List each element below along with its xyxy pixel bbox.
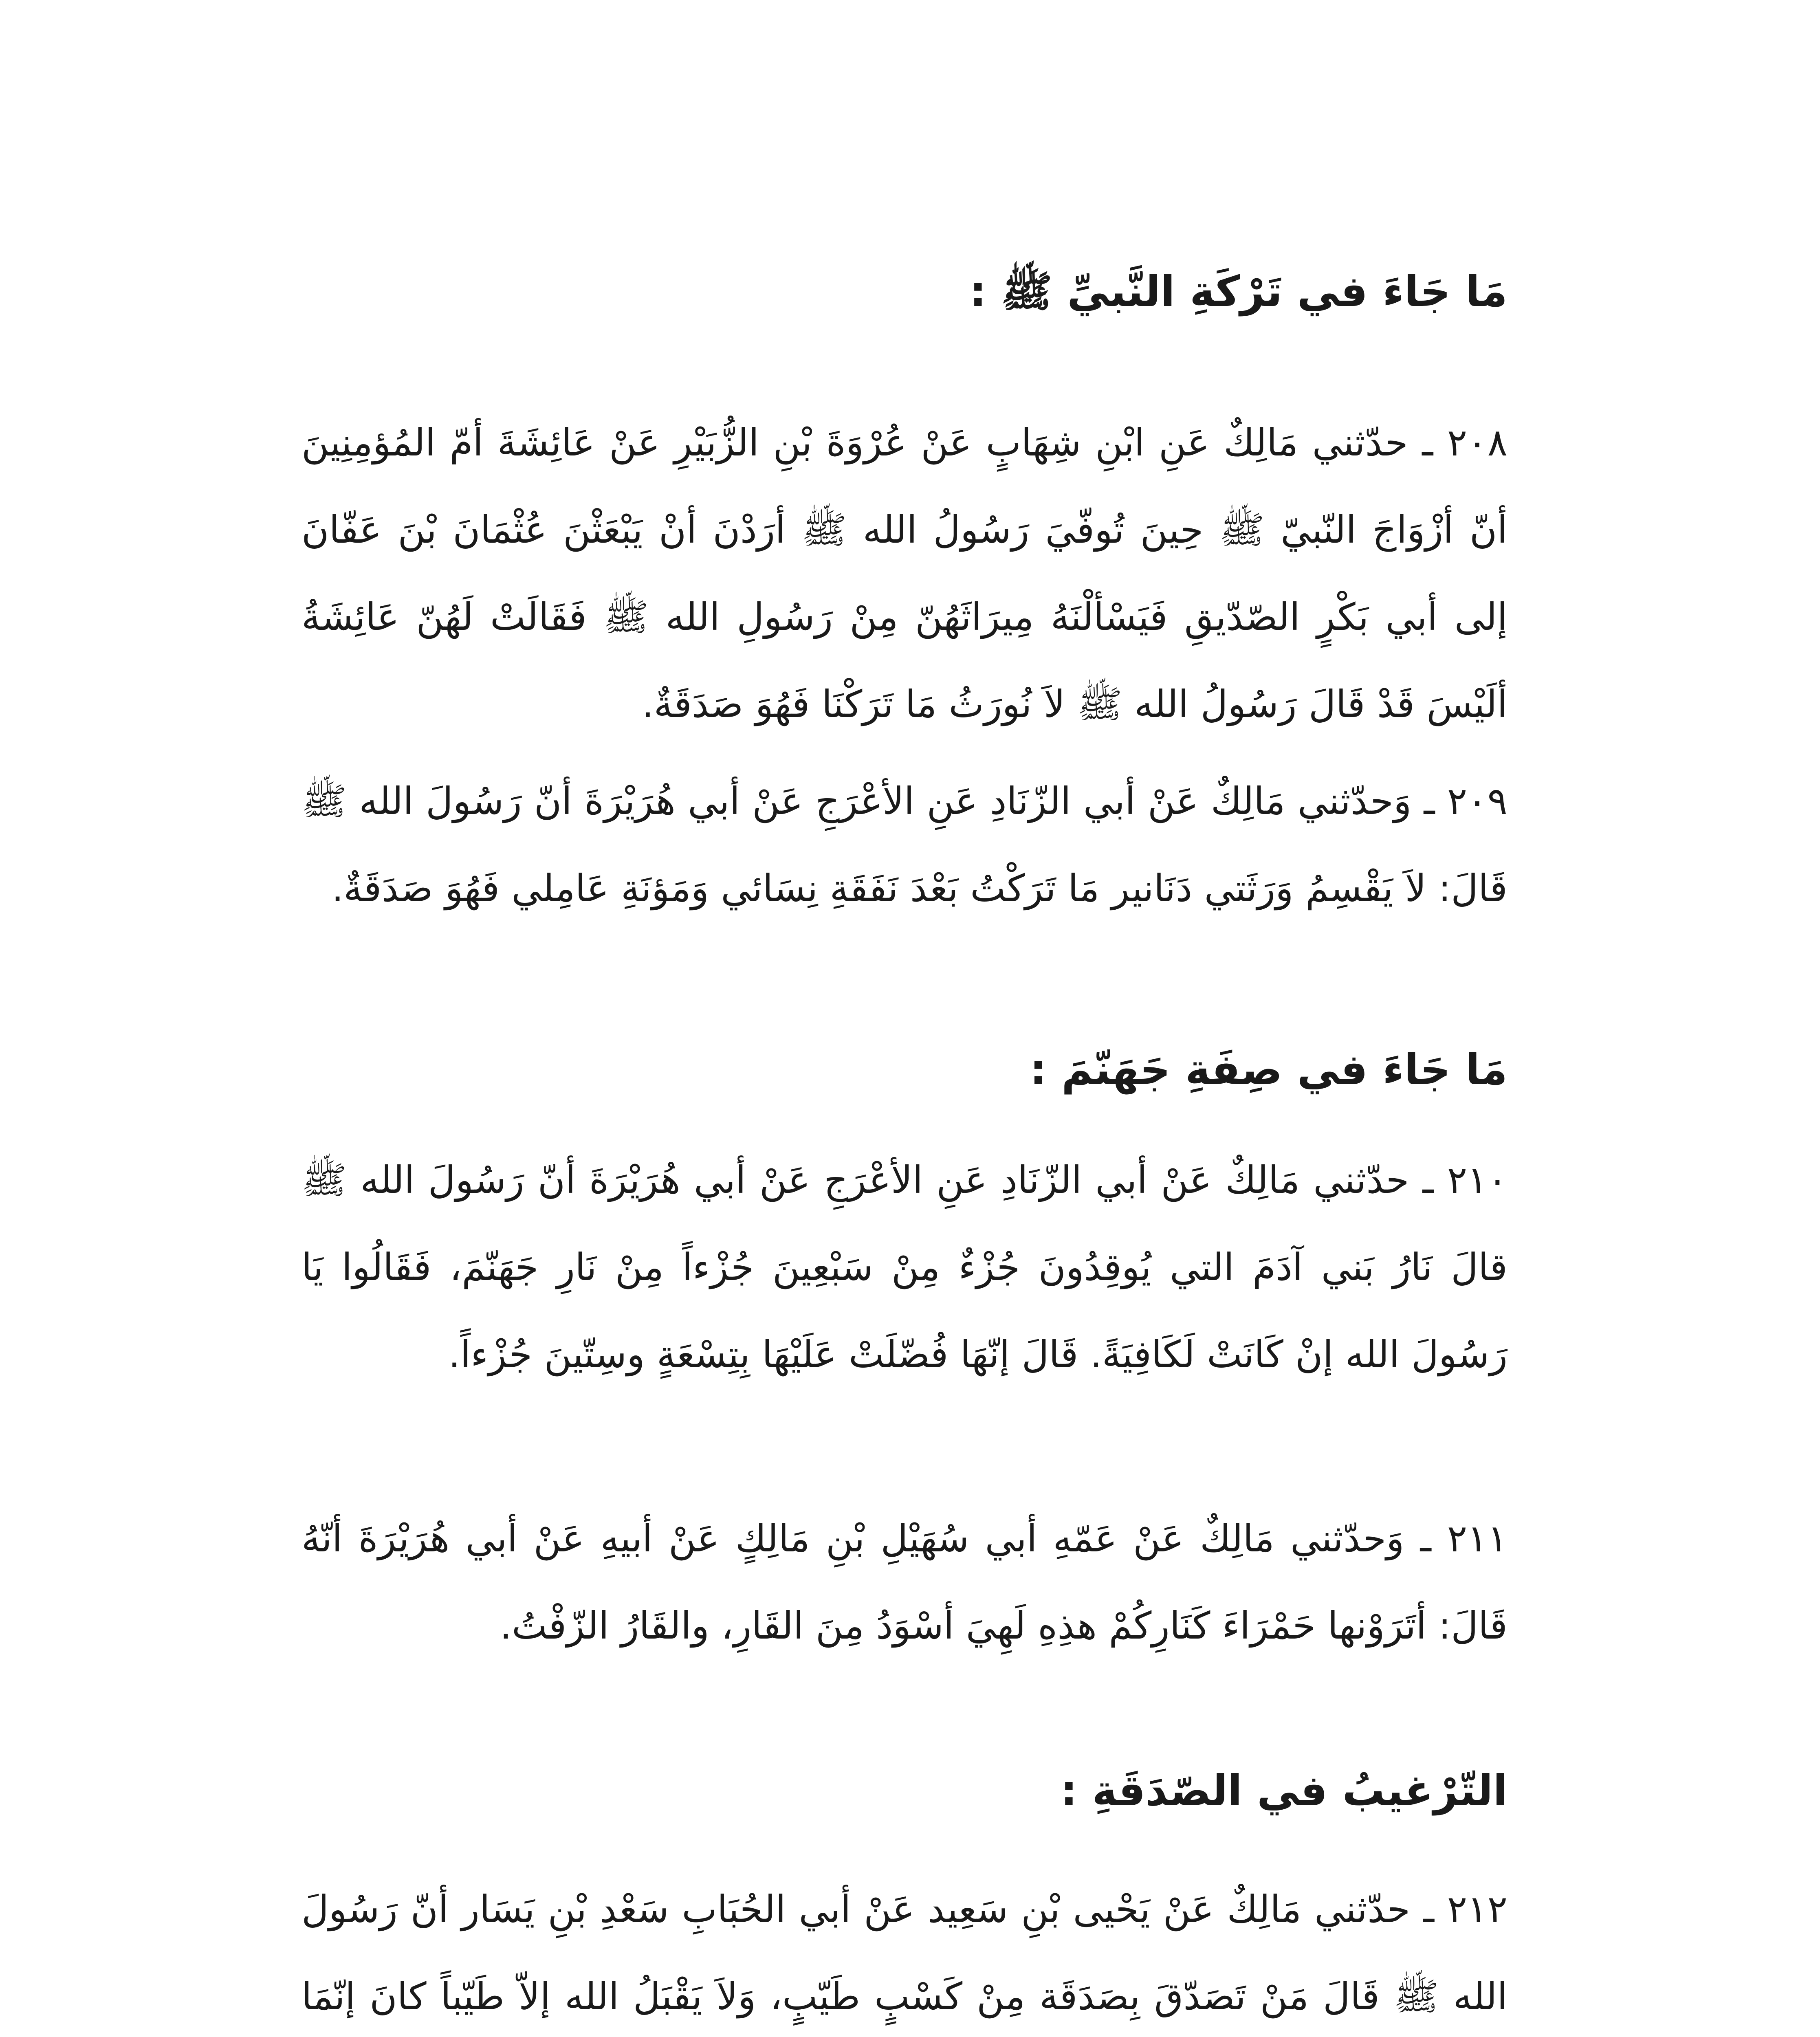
section-heading: التّرْغيبُ في الصّدَقَةِ : xyxy=(1060,1766,1507,1815)
hadith-208 xyxy=(301,399,1507,748)
hadith-paragraph: ٢٠٩ ـ وَحدّثني مَالِكٌ عَنْ أبي الزّنَادِ عَنِ الأعْرَجِ عَنْ أبي هُرَيْرَةَ أنّ رَسُولَ الله ﷺ قَالَ: لاَ يَقْسِمُ وَرَثَتي دَنَانير مَا تَرَكْتُ بَعْدَ نَفَقَةِ نِسَائي وَمَؤنَةِ عَامِلي فَهُوَ صَدَقَةٌ. xyxy=(301,779,1507,910)
hadith-paragraph: ٢١١ ـ وَحدّثني مَالِكٌ عَنْ عَمّهِ أبي سُهَيْلِ بْنِ مَالِكٍ عَنْ أبيهِ عَنْ أبي هُرَيْرَةَ أنّهُ قَالَ: أتَرَوْنها حَمْرَاءَ كَنَارِكُمْ هذِهِ لَهِيَ أسْوَدُ مِنَ القَارِ، والقَارُ الزّفْتُ. xyxy=(301,1517,1507,1648)
hadith-211 xyxy=(301,1495,1507,1670)
section-targhib-fi-sadaqa xyxy=(301,1760,1507,1821)
hadith-paragraph: ٢١٠ ـ حدّثني مَالِكٌ عَنْ أبي الزّنَادِ عَنِ الأعْرَجِ عَنْ أبي هُرَيْرَةَ أنّ رَسُولَ الله ﷺ قالَ نَارُ بَني آدَمَ التي يُوقِدُونَ جُزْءٌ مِنْ سَبْعِينَ جُزْءاً مِنْ نَارِ جَهَنّمَ، فَقَالُوا يَا رَسُولَ الله إنْ كَانَتْ لَكَافِيَةً. قَالَ إنّهَا فُضّلَتْ عَلَيْهَا بِتِسْعَةٍ وسِتّينَ جُزْءاً. xyxy=(301,1158,1507,1376)
section-heading: مَا جَاءَ في تَرْكَةِ النَّبيِّ ﷺ : xyxy=(969,266,1507,316)
section-heading: مَا جَاءَ في صِفَةِ جَهَنّمَ : xyxy=(1030,1045,1507,1094)
hadith-212 xyxy=(301,1866,1507,2037)
hadith-paragraph: ٢٠٨ ـ حدّثني مَالِكٌ عَنِ ابْنِ شِهَابٍ عَنْ عُرْوَةَ بْنِ الزُّبَيْرِ عَنْ عَائِشَةَ أمّ المُؤمِنِينَ أنّ أزْوَاجَ النّبيّ ﷺ حِينَ تُوفّيَ رَسُولُ الله ﷺ أرَدْنَ أنْ يَبْعَثْنَ عُثْمَانَ بْنَ عَفّانَ إلى أبي بَكْرٍ الصّدّيقِ فَيَسْألْنَهُ مِيرَاثَهُنّ مِنْ رَسُولِ الله ﷺ فَقَالَتْ لَهُنّ عَائِشَةُ ألَيْسَ قَدْ قَالَ رَسُولُ الله ﷺ لاَ نُورَثُ مَا تَرَكْنَا فَهُوَ صَدَقَةٌ. xyxy=(301,421,1507,726)
section-sifat-jahannam xyxy=(301,1039,1507,1100)
hadith-209 xyxy=(301,758,1507,932)
hadith-210 xyxy=(301,1137,1507,1398)
section-tarkat-al-nabi xyxy=(301,261,1507,322)
hadith-paragraph: ٢١٢ ـ حدّثني مَالِكٌ عَنْ يَحْيى بْنِ سَعِيد عَنْ أبي الحُبَابِ سَعْدِ بْنِ يَسَار أنّ رَسُولَ الله ﷺ قَالَ مَنْ تَصَدّقَ بِصَدَقَة مِنْ كَسْبٍ طَيّبٍ، وَلاَ يَقْبَلُ الله إلاّ طَيّباً كانَ إنّمَا xyxy=(301,1887,1507,2018)
